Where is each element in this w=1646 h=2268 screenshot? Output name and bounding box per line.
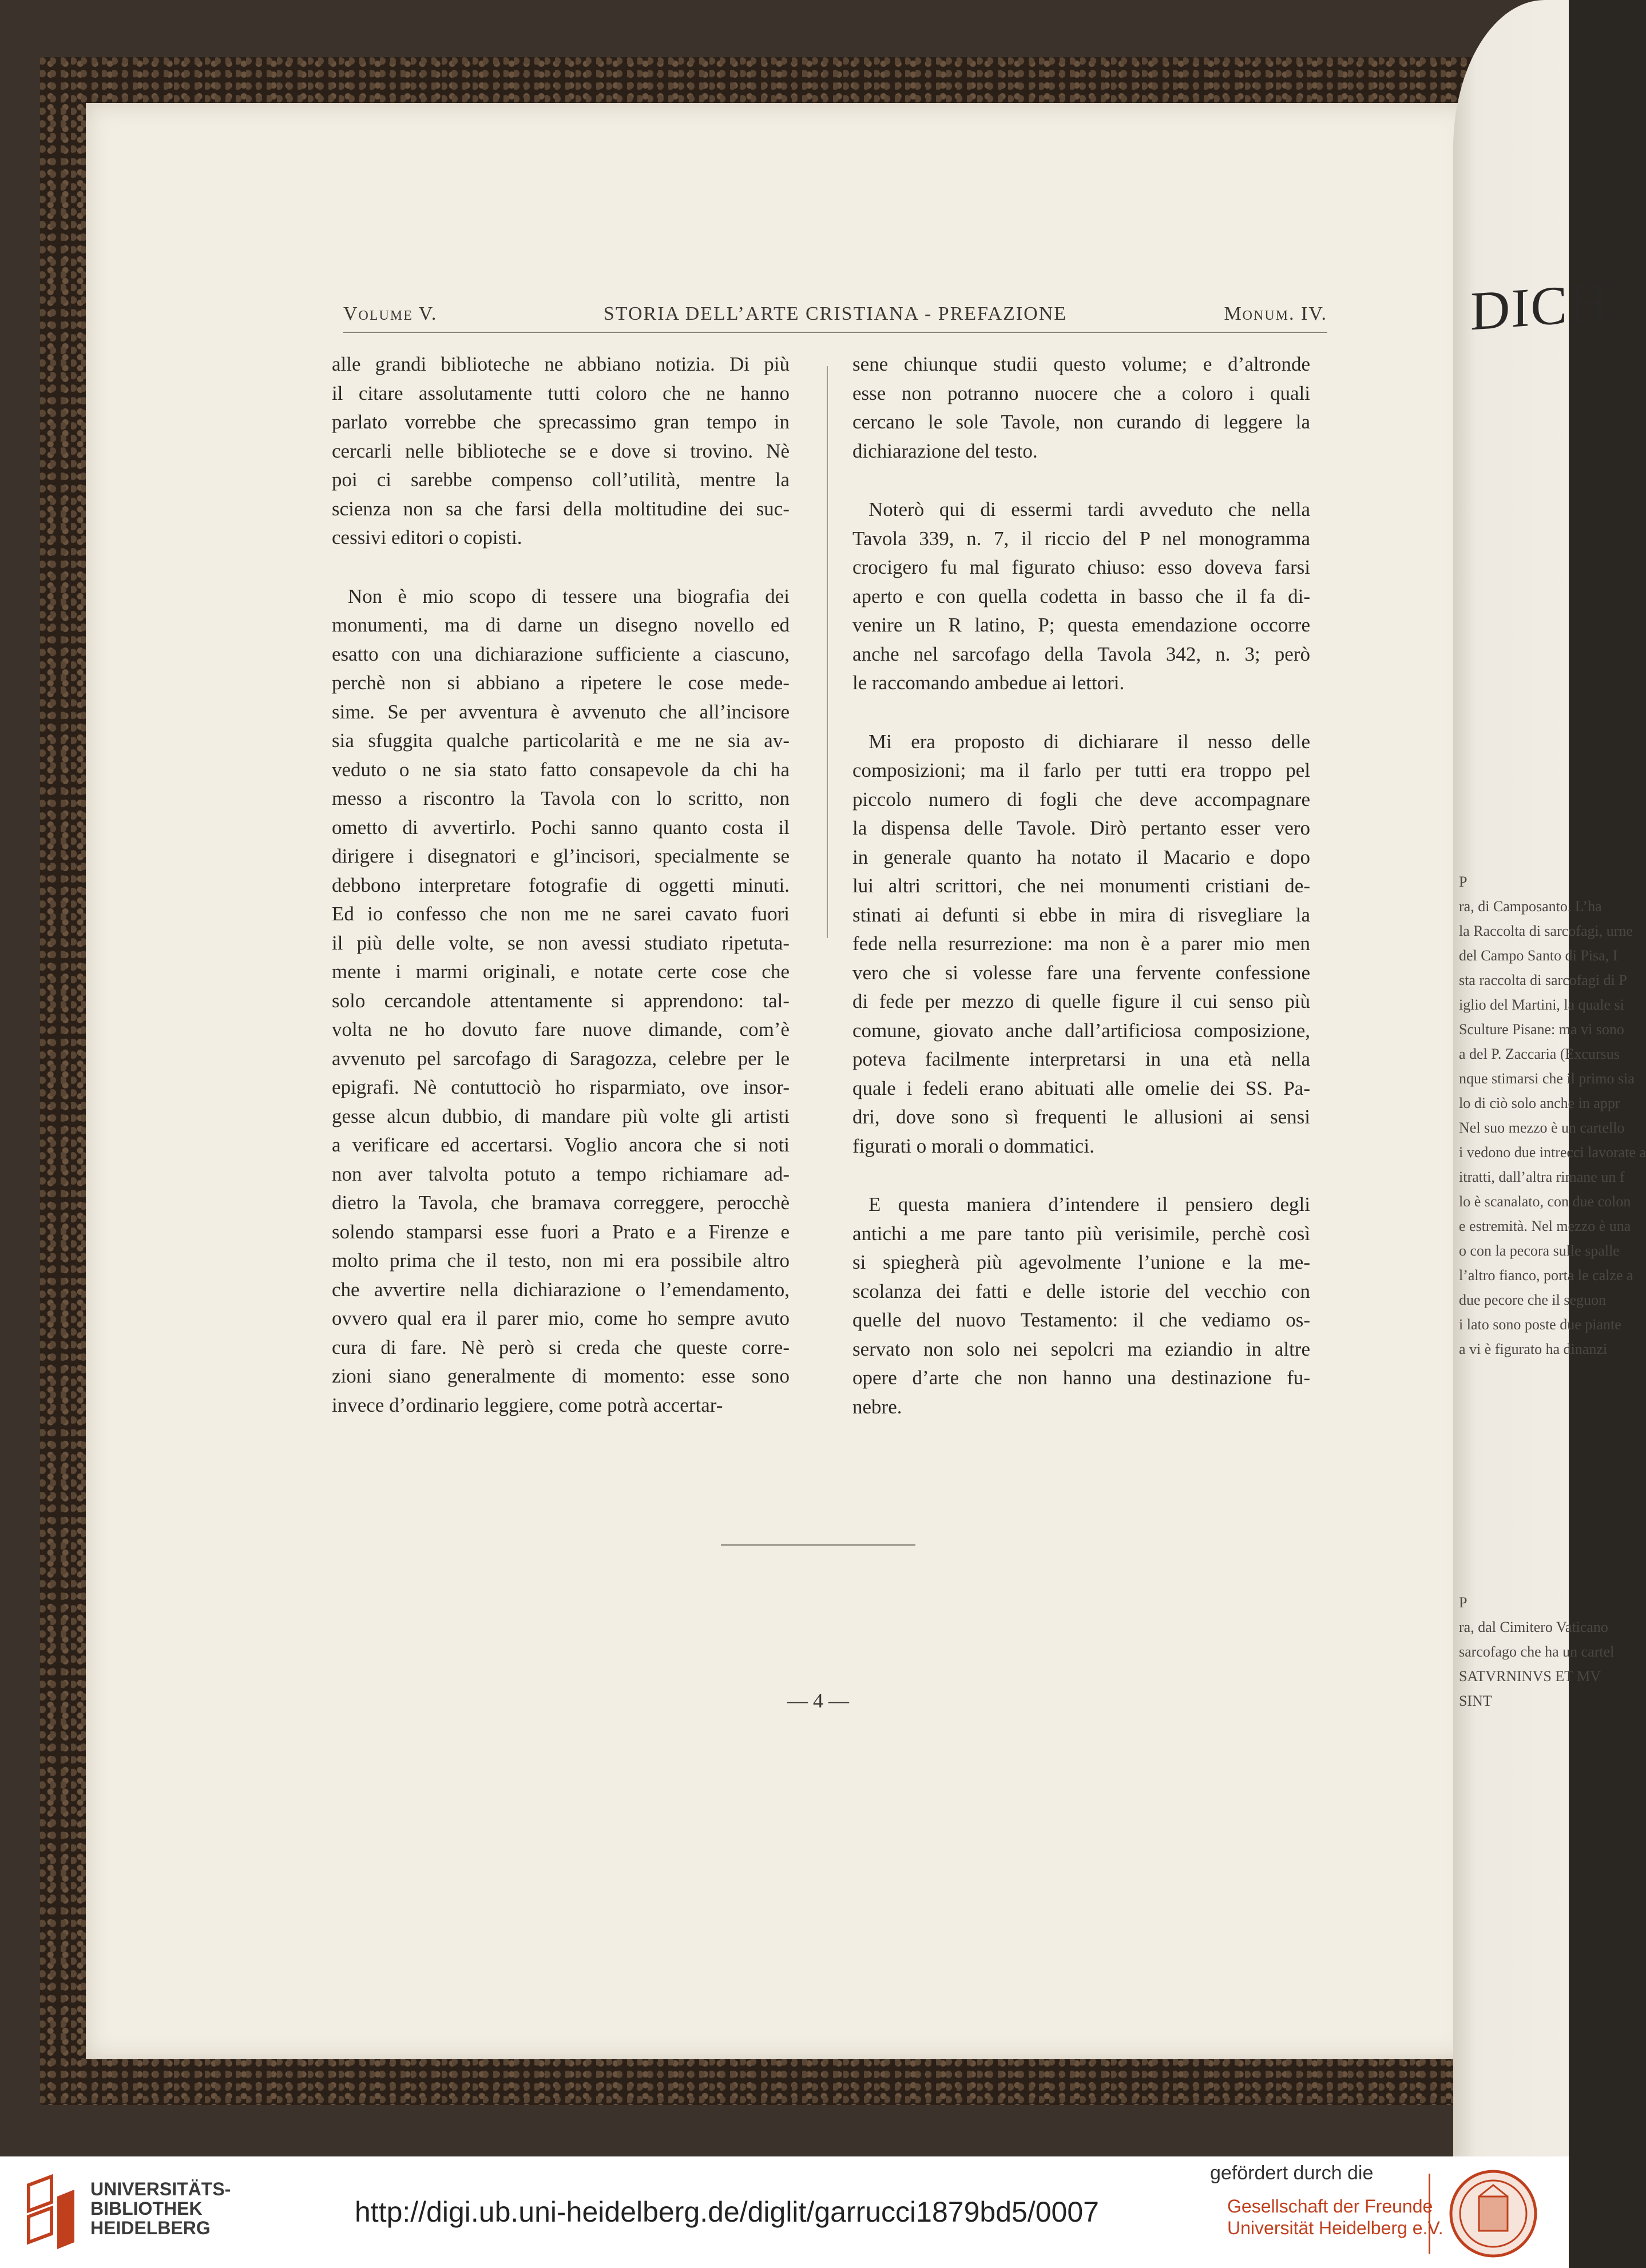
facing-page-note-line: i lato sono poste due piante <box>1459 1316 1621 1333</box>
text-line: stinati ai defunti si ebbe in mira di risvegliare la <box>852 903 1310 926</box>
library-name-line: BIBLIOTHEK <box>90 2198 203 2219</box>
text-line: poteva facilmente interpretarsi in una età nella <box>852 1048 1310 1070</box>
column-divider <box>827 366 828 938</box>
text-line: figurati o morali o dommatici. <box>852 1134 1094 1157</box>
facing-page-note-line: nque stimarsi che il primo sia <box>1459 1070 1635 1087</box>
facing-page-note-line: l’altro fianco, porta le calze a <box>1459 1267 1633 1284</box>
facing-page-note-line: sta raccolta di sarcofagi di P <box>1459 972 1627 988</box>
viewer-footer <box>0 2156 1569 2268</box>
facing-page-note-line: ra, dal Cimitero Vaticano <box>1459 1619 1608 1635</box>
left-text-column <box>332 350 790 1420</box>
facing-page-note-line: P <box>1459 1594 1467 1611</box>
right-text-column <box>852 350 1310 1421</box>
text-line: crocigero fu mal figurato chiuso: esso doveva farsi <box>852 556 1310 578</box>
text-line: gesse alcun dubbio, di mandare più volte gli artisti <box>332 1105 790 1127</box>
text-line: poi ci sarebbe compenso coll’utilità, mentre la <box>332 468 790 491</box>
facing-page-note-b <box>1459 1590 1615 1713</box>
text-line: cercarli nelle biblioteche se e dove si trovino. Nè <box>332 439 790 462</box>
permalink-url[interactable]: http://digi.ub.uni-heidelberg.de/diglit/garrucci1879bd5/0007 <box>355 2196 1099 2228</box>
text-line: le raccomando ambedue ai lettori. <box>852 672 1125 694</box>
facing-page-note-line: e estremità. Nel mezzo è una <box>1459 1218 1631 1234</box>
university-library-logo-icon <box>23 2174 80 2254</box>
text-line: che avvertire nella dichiarazione o l’emendamento, <box>332 1278 790 1301</box>
text-line: scolanza dei fatti e delle istorie del vecchio con <box>852 1280 1310 1302</box>
running-header <box>343 303 1327 331</box>
header-title: STORIA DELL’ARTE CRISTIANA - PREFAZIONE <box>603 303 1068 324</box>
text-line: quelle del nuovo Testamento: il che vediamo os- <box>852 1309 1310 1331</box>
text-line: cura di fare. Nè però si creda che queste corre- <box>332 1336 790 1359</box>
text-line: Noterò qui di essermi tardi avveduto che nella <box>868 498 1310 521</box>
paragraph-gap <box>852 698 1310 728</box>
text-line: quale i fedeli erano abituati alle omelie dei SS. Pa- <box>852 1077 1310 1099</box>
text-line: zioni siano generalmente di momento: esse sono <box>332 1365 790 1387</box>
footer-divider <box>1429 2174 1430 2254</box>
text-line: Non è mio scopo di tessere una biografia dei <box>348 585 790 607</box>
text-line: vero che si volesse fare una fervente confessione <box>852 961 1310 984</box>
society-name-line: Gesellschaft der Freunde <box>1227 2196 1433 2217</box>
header-volume: Volume V. <box>343 303 438 324</box>
facing-page-note-line: Sculture Pisane: ma vi sono <box>1459 1021 1624 1038</box>
text-line: debbono interpretare fotografie di oggetti minuti. <box>332 873 790 896</box>
text-line: dri, dove sono sì frequenti le allusioni ai sensi <box>852 1106 1310 1128</box>
facing-page-note-line: a vi è figurato ha dinanzi <box>1459 1341 1608 1357</box>
text-line: solo cercandole attentamente si apprendono: tal- <box>332 989 790 1012</box>
text-line: mente i marmi originali, e notate certe cose che <box>332 960 790 983</box>
facing-page-note-line: lo è scanalato, con due colon <box>1459 1193 1631 1210</box>
facing-page-note-line: sarcofago che ha un cartel <box>1459 1643 1615 1660</box>
text-line: alle grandi biblioteche ne abbiano notizia. Di più <box>332 353 790 375</box>
facing-page-note-line: lo di ciò solo anche in appr <box>1459 1095 1620 1111</box>
header-rule <box>343 332 1327 333</box>
facing-page-note-line: del Campo Santo di Pisa, I <box>1459 947 1618 964</box>
text-line: Tavola 339, n. 7, il riccio del P nel monogramma <box>852 527 1310 550</box>
text-line: ovvero qual era il parer mio, come ho sempre avuto <box>332 1307 790 1329</box>
text-line: fede nella resurrezione: ma non è a parer mio men <box>852 932 1310 955</box>
facing-page-note-line: iglio del Martini, la quale si <box>1459 996 1624 1013</box>
text-line: Mi era proposto di dichiarare il nesso delle <box>868 730 1310 753</box>
text-line: scienza non sa che farsi della moltitudine dei suc- <box>332 497 790 520</box>
library-name-line: UNIVERSITÄTS- <box>90 2179 231 2199</box>
paragraph-gap <box>332 553 790 582</box>
facing-page-note-line: Nel suo mezzo è un cartello <box>1459 1119 1625 1136</box>
facing-page-note-line: SINT <box>1459 1693 1492 1709</box>
text-line: il citare assolutamente tutti coloro che ne hanno <box>332 382 790 404</box>
text-line: invece d’ordinario leggiere, come potrà accertar- <box>332 1393 723 1416</box>
text-line: la dispensa delle Tavole. Dirò pertanto esser vero <box>852 817 1310 839</box>
facing-page-note-a <box>1459 869 1646 1361</box>
text-line: antichi a me pare tanto più verisimile, perchè così <box>852 1222 1310 1245</box>
text-line: epigrafi. Nè contuttociò ho risparmiato, ove insor- <box>332 1076 790 1098</box>
text-line: dichiarazione del testo. <box>852 439 1038 462</box>
facing-page-note-line: la Raccolta di sarcofagi, urne <box>1459 923 1633 939</box>
text-line: dietro la Tavola, che bramava correggere, perocchè <box>332 1191 790 1214</box>
facing-page-note-line: itratti, dall’altra rimane un f <box>1459 1169 1625 1185</box>
text-line: sia sfuggita qualche particolarità e me ne sia av- <box>332 729 790 752</box>
text-line: avvenuto pel sarcofago di Saragozza, celebre per le <box>332 1047 790 1070</box>
text-line: servato non solo nei sepolcri ma eziandio in altre <box>852 1337 1310 1360</box>
text-line: il più delle volte, se non avessi studiato ripetuta- <box>332 931 790 954</box>
text-line: monumenti, ma di darne un disegno novello ed <box>332 614 790 636</box>
text-line: esse non potranno nuocere che a coloro i quali <box>852 382 1310 404</box>
text-line: piccolo numero di fogli che deve accompagnare <box>852 788 1310 811</box>
text-line: perchè non si abbiano a ripetere le cose mede- <box>332 672 790 694</box>
text-line: molto prima che il testo, non mi era possibile altro <box>332 1249 790 1272</box>
text-line: esatto con una dichiarazione sufficiente a ciascuno, <box>332 642 790 665</box>
text-line: lui altri scrittori, che nei monumenti cristiani de- <box>852 875 1310 897</box>
facing-page-edge <box>1453 0 1646 2156</box>
text-line: in generale quanto ha notato il Macario e dopo <box>852 845 1310 868</box>
text-line: solendo stamparsi esse fuori a Prato e a Firenze e <box>332 1220 790 1243</box>
text-line: nebre. <box>852 1395 902 1418</box>
paragraph-gap <box>852 466 1310 495</box>
page-number: — 4 — <box>787 1689 849 1712</box>
text-line: sene chiunque studii questo volume; e d’altronde <box>852 353 1310 375</box>
text-line: E questa maniera d’intendere il pensiero degli <box>868 1193 1310 1216</box>
text-line: cessivi editori o copisti. <box>332 526 522 549</box>
text-line: comune, giovato anche dall’artificiosa composizione, <box>852 1019 1310 1042</box>
text-line: messo a riscontro la Tavola con lo scritto, non <box>332 787 790 809</box>
university-seal-icon <box>1447 2168 1539 2259</box>
library-name-line: HEIDELBERG <box>90 2218 211 2238</box>
facing-page-heading: DICH <box>1470 271 1609 342</box>
text-line: a verificare ed accertarsi. Voglio ancora che si noti <box>332 1134 790 1156</box>
facing-page-note-line: ra, di Camposanto. L’ha <box>1459 898 1602 915</box>
facing-page-note-line: due pecore che il seguon <box>1459 1292 1607 1308</box>
text-line: aperto e con quella codetta in basso che il fa di- <box>852 585 1310 607</box>
society-name-line: Universität Heidelberg e.V. <box>1227 2218 1443 2238</box>
text-line: cercano le sole Tavole, non curando di leggere la <box>852 411 1310 433</box>
text-line: veduto o ne sia stato fatto consapevole da chi ha <box>332 758 790 781</box>
facing-page-note-line: i vedono due intrecci lavorate a <box>1459 1144 1646 1161</box>
text-line: sime. Se per avventura è avvenuto che all’incisore <box>332 700 790 723</box>
text-line: venire un R latino, P; questa emendazione occorre <box>852 614 1310 636</box>
paragraph-gap <box>852 1161 1310 1190</box>
facing-page-note-line: SATVRNINVS ET MV <box>1459 1668 1601 1685</box>
text-line: dirigere i disegnatori e gl’incisori, specialmente se <box>332 845 790 867</box>
text-line: composizioni; ma il farlo per tutti era troppo pel <box>852 759 1310 781</box>
text-line: anche nel sarcofago della Tavola 342, n. 3; però <box>852 642 1310 665</box>
text-line: si spiegherà più agevolmente l’unione e la me- <box>852 1251 1310 1273</box>
text-line: ometto di avvertirlo. Pochi sanno quanto costa il <box>332 816 790 839</box>
facing-page-note-line: P <box>1459 873 1467 890</box>
text-line: parlato vorrebbe che sprecassimo gran tempo in <box>332 411 790 433</box>
text-line: opere d’arte che non hanno una destinazione fu- <box>852 1367 1310 1389</box>
text-line: volta ne ho dovuto fare nuove dimande, com’è <box>332 1018 790 1040</box>
text-line: di fede per mezzo di quelle figure il cui senso più <box>852 990 1310 1012</box>
end-rule <box>721 1544 915 1546</box>
text-line: non aver talvolta potuto a tempo richiamare ad- <box>332 1162 790 1185</box>
society-name <box>1227 2195 1443 2239</box>
text-line: Ed io confesso che non me ne sarei cavato fuori <box>332 903 790 925</box>
facing-page-note-line: o con la pecora sulle spalle <box>1459 1242 1620 1259</box>
facing-page-note-line: a del P. Zaccaria (Excursus <box>1459 1046 1620 1062</box>
funded-by-label: gefördert durch die <box>1210 2162 1374 2184</box>
header-monument: Monum. IV. <box>1224 303 1327 324</box>
library-name <box>90 2179 231 2238</box>
